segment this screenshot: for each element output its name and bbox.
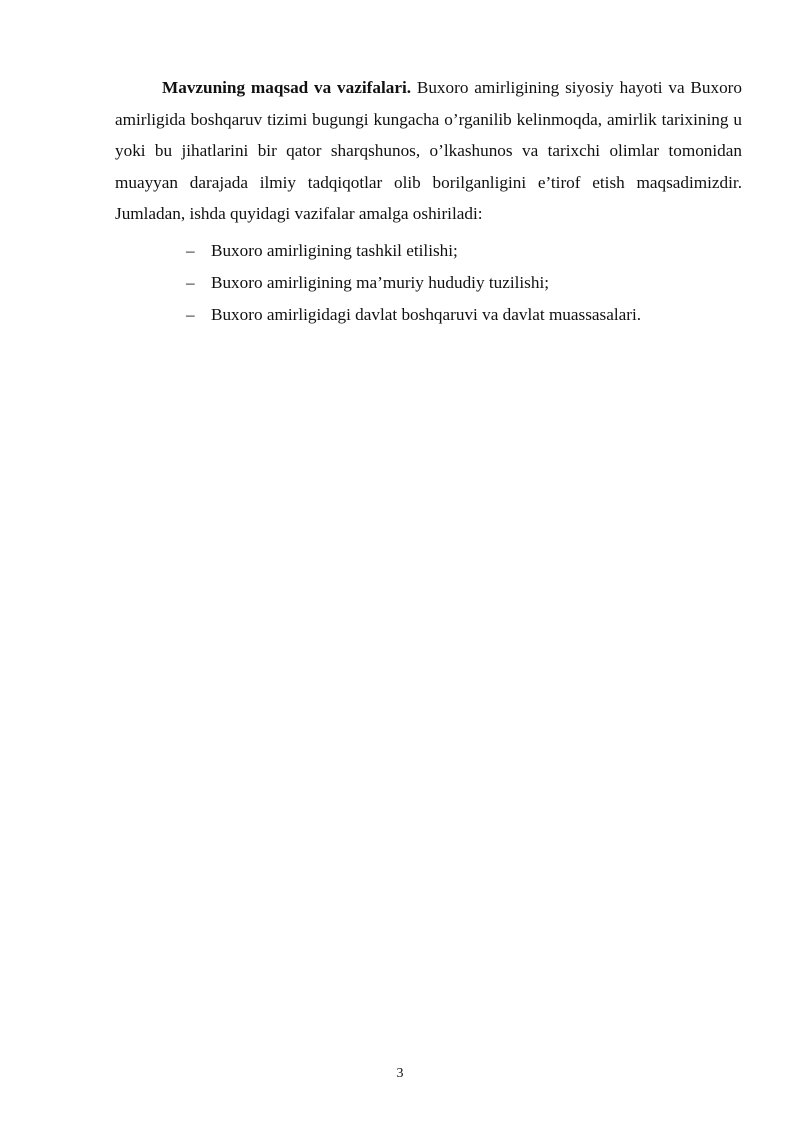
list-item	[186, 235, 641, 267]
intro-paragraph	[115, 72, 742, 230]
list-item	[186, 299, 641, 331]
dash-marker: –	[186, 241, 195, 260]
paragraph-text: Buxoro amirligining siyosiy hayoti va Buxoro amirligida boshqaruv tizimi bugungi kungacha o’rganilib kelinmoqda, amirlik tarixining u yoki bu jihatlarini bir qator sharqshunos, o’lkashunos va tarixchi olimlar tomonidan muayyan darajada ilmiy tadqiqotlar olib borilganligini e’tirof etish maqsadimizdir. Jumladan, ishda quyidagi vazifalar amalga oshiriladi:	[115, 78, 742, 224]
page-number: 3	[396, 1066, 404, 1081]
task-list	[186, 235, 641, 331]
list-item-text: Buxoro amirligining ma’muriy hududiy tuzilishi;	[211, 273, 549, 292]
dash-marker: –	[186, 305, 195, 324]
dash-marker: –	[186, 273, 195, 292]
list-item-text: Buxoro amirligidagi davlat boshqaruvi va davlat muassasalari.	[211, 305, 642, 324]
list-item	[186, 267, 641, 299]
section-heading: Mavzuning maqsad va vazifalari.	[162, 78, 412, 97]
list-item-text: Buxoro amirligining tashkil etilishi;	[211, 241, 458, 260]
